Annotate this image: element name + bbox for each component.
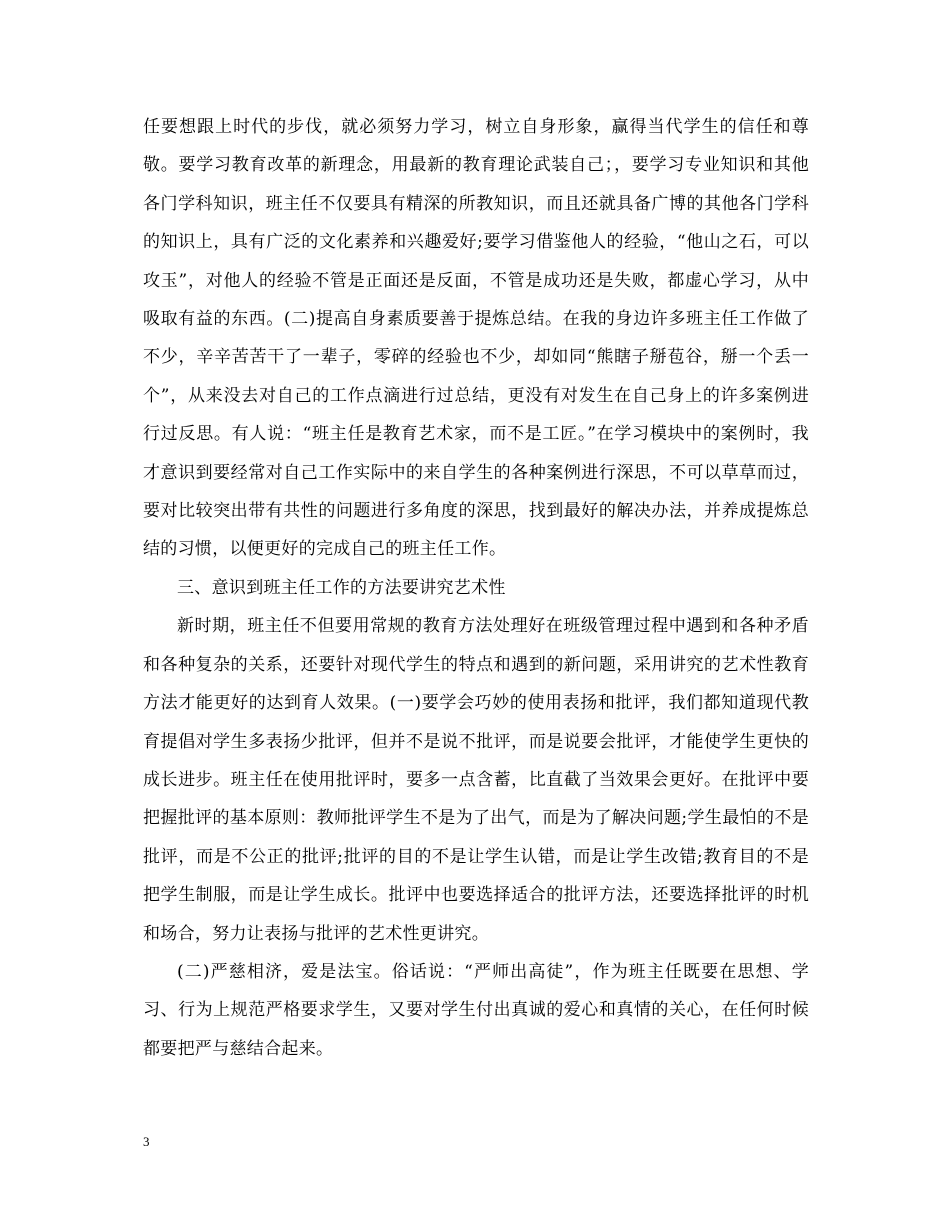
section-heading: 三、意识到班主任工作的方法要讲究艺术性 (177, 577, 506, 598)
paragraph-continuation: 任要想跟上时代的步伐，就必须努力学习，树立自身形象，赢得当代学生的信任和尊敬。要学习教育改革的新理念，用最新的教育理论武装自己；，要学习专业知识和其他各门学科知识，班主任不仅要具有精深的所教知识，而且还就具备广博的其他各门学科的知识上，具有广泛的文化素养和兴趣爱好;要学习借鉴他人的经验，“他山之石，可以攻玉”，对他人的经验不管是正面还是反面，不管是成功还是失败，都虚心学习，从中吸取有益的东西。(二)提高自身素质要善于提炼总结。在我的身边许多班主任工作做了不少，辛辛苦苦干了一辈子，零碎的经验也不少，却如同“熊瞎子掰苞谷，掰一个丢一个”，从来没去对自己的工作点滴进行过总结，更没有对发生在自己身上的许多案例进行过反思。有人说：“班主任是教育艺术家，而不是工匠。”在学习模块中的案例时，我才意识到要经常对自己工作实际中的来自学生的各种案例进行深思，不可以草草而过，要对比较突出带有共性的问题进行多角度的深思，找到最好的解决办法，并养成提炼总结的习惯，以便更好的完成自己的班主任工作。 (143, 117, 809, 560)
page-number: 3 (143, 1134, 150, 1149)
paragraph-praise-criticism: 新时期，班主任不但要用常规的教育方法处理好在班级管理过程中遇到和各种矛盾和各种复杂的关系，还要针对现代学生的特点和遇到的新问题，采用讲究的艺术性教育方法才能更好的达到育人效果。(一)要学会巧妙的使用表扬和批评，我们都知道现代教育提倡对学生多表扬少批评，但并不是说不批评，而是说要会批评，才能使学生更快的成长进步。班主任在使用批评时，要多一点含蓄，比直截了当效果会更好。在批评中要把握批评的基本原则：教师批评学生不是为了出气，而是为了解决问题;学生最怕的不是批评，而是不公正的批评;批评的目的不是让学生认错，而是让学生改错;教育目的不是把学生制服，而是让学生成长。批评中也要选择适合的批评方法，还要选择批评的时机和场合，努力让表扬与批评的艺术性更讲究。 (143, 616, 809, 944)
paragraph-strict-and-kind: (二)严慈相济，爱是法宝。俗话说：“严师出高徒”，作为班主任既要在思想、学习、行为上规范严格要求学生，又要对学生付出真诚的爱心和真情的关心，在任何时候都要把严与慈结合起来。 (143, 961, 809, 1059)
document-body (143, 108, 809, 1068)
